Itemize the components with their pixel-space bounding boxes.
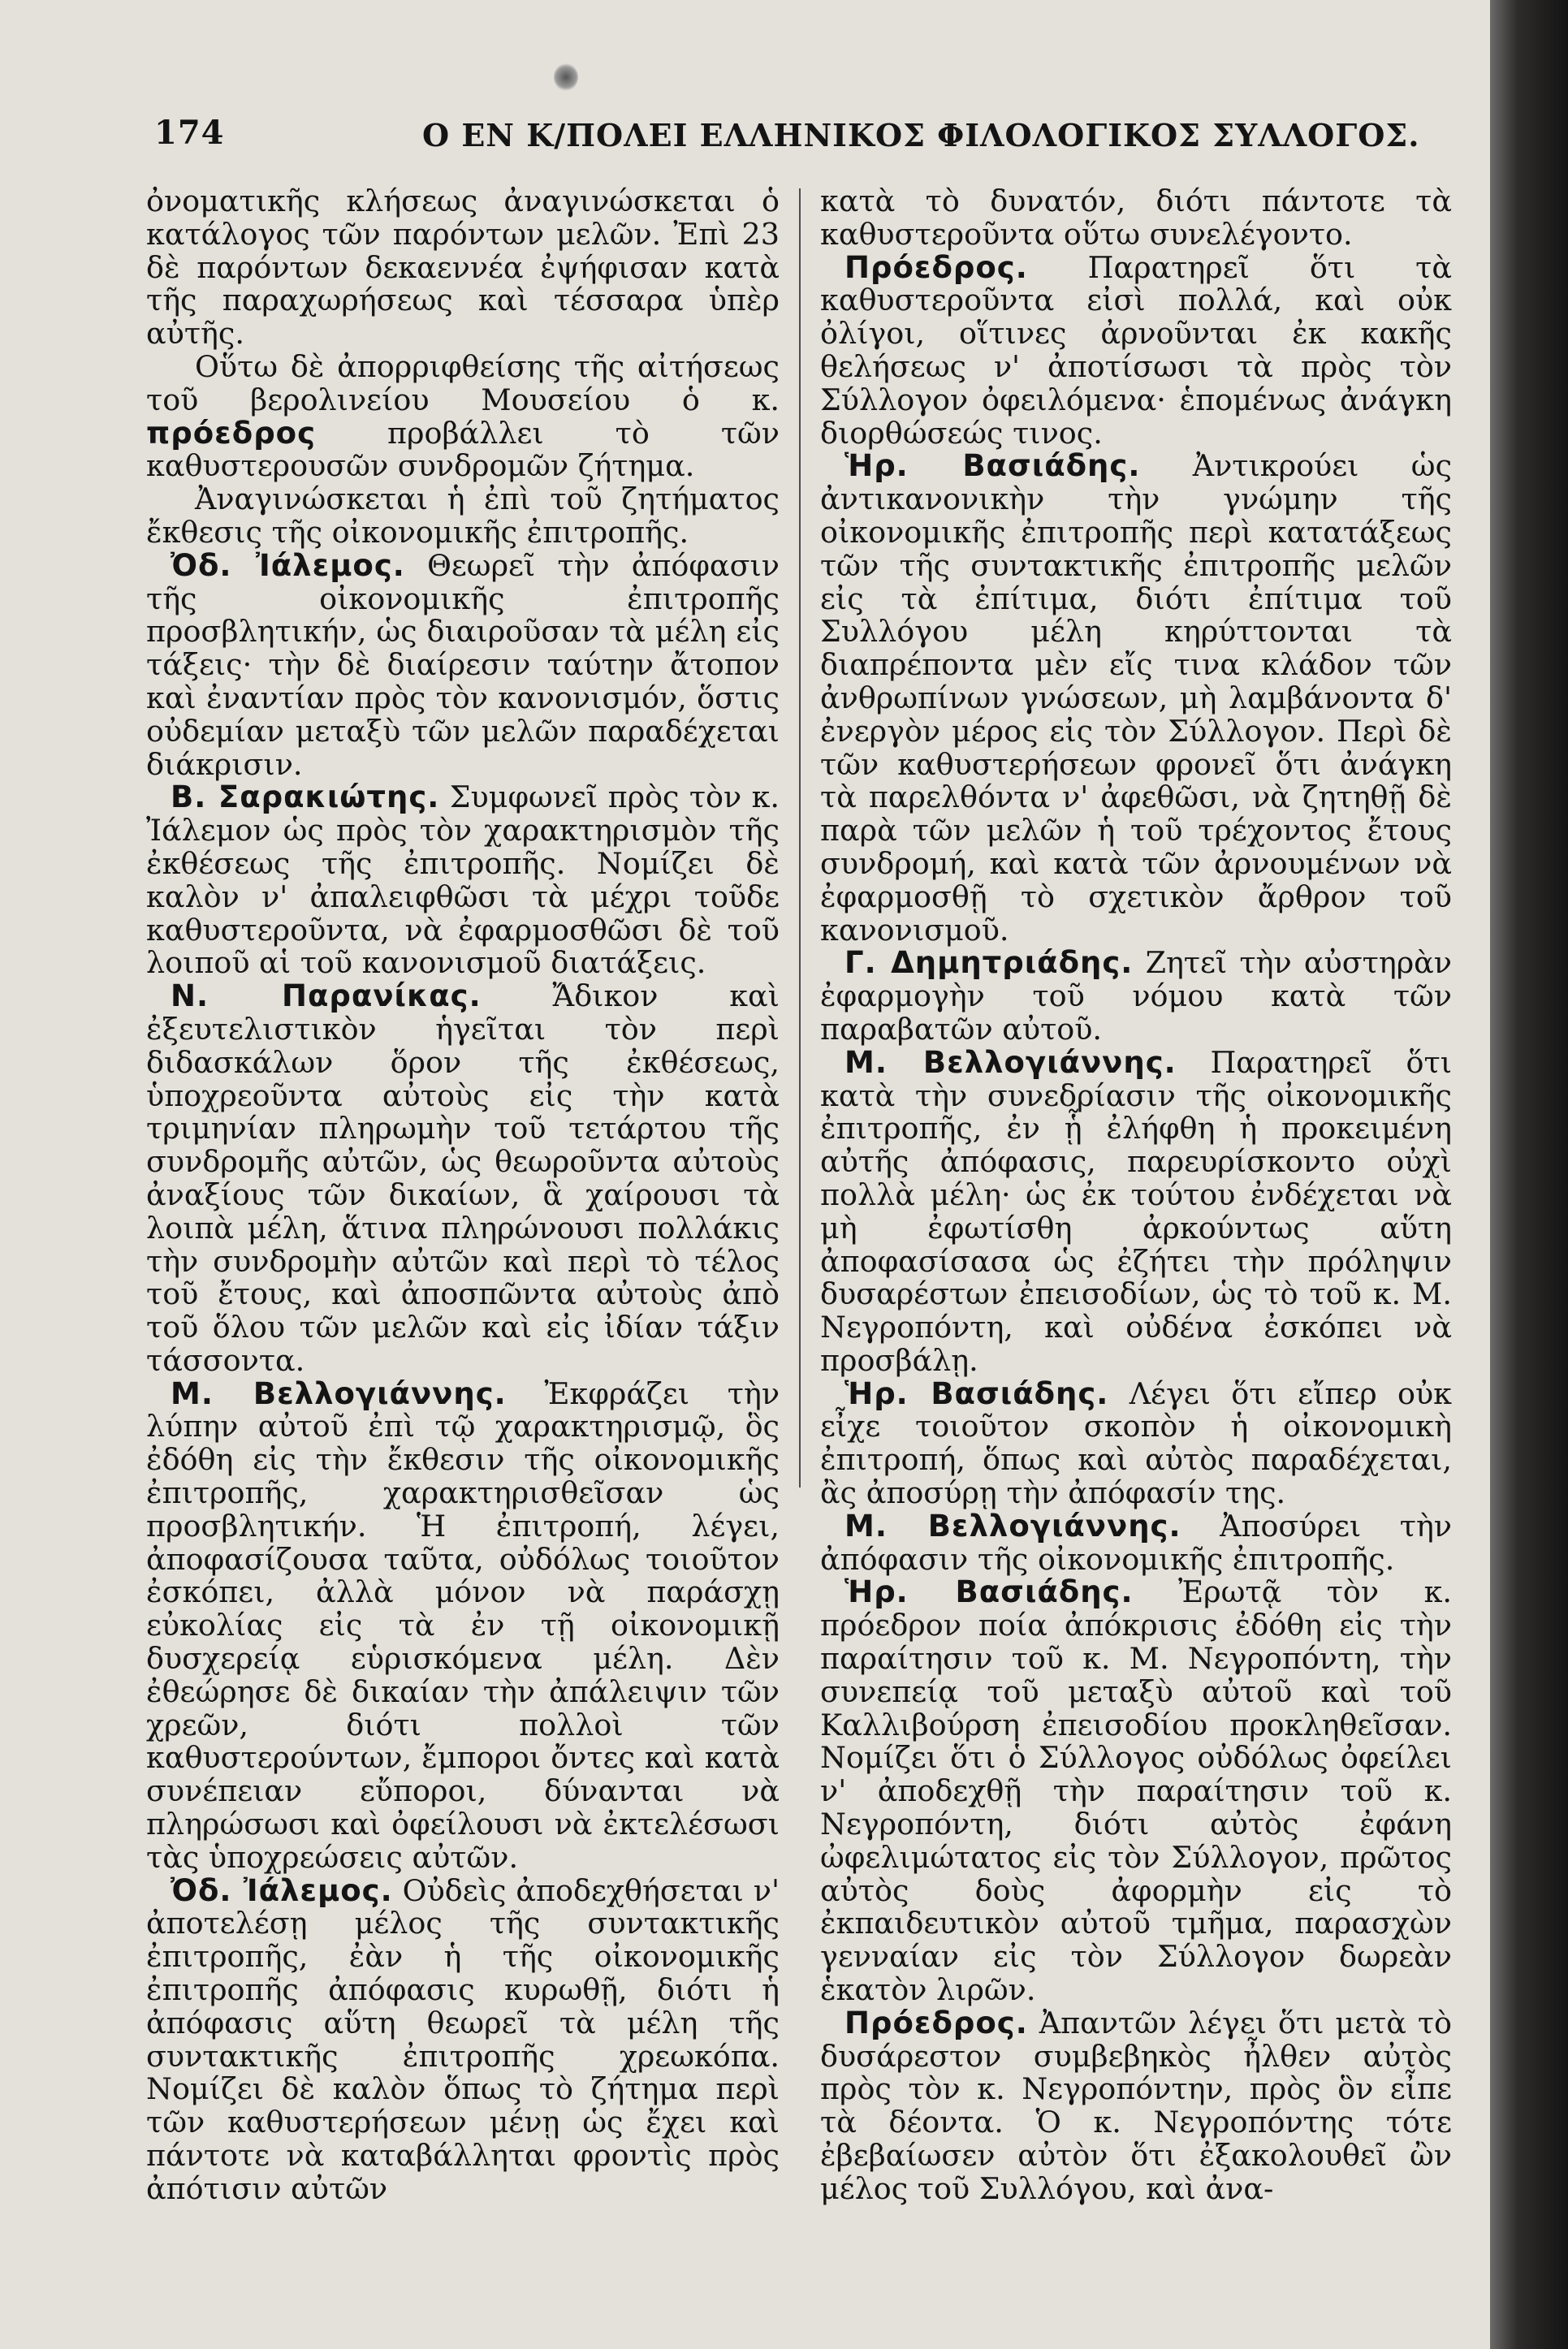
- speech: Ὀδ. Ἰάλεμος. Θεωρεῖ τὴν ἀπόφασιν τῆς οἰκονομικῆς ἐπιτροπῆς προσβλητικήν, ὡς διαιροῦσαν τὰ μέλη εἰς τάξεις· τὴν δὲ διαίρεσιν ταύτην ἄτοπον καὶ ἐναντίαν πρὸς τὸν κανονισμόν, ὅστις οὐδεμίαν μεταξὺ τῶν μελῶν παραδέχεται διάκρισιν.: [146, 547, 780, 782]
- speech: Πρόεδρος. Παρατηρεῖ ὅτι τὰ καθυστεροῦντα εἰσὶ πολλά, καὶ οὐκ ὀλίγοι, οἵτινες ἀρνοῦνται ἐκ κακῆς θελήσεως ν' ἀποτίσωσι τὰ πρὸς τὸν Σύλλογον ὀφειλόμενα· ἑπομένως ἀνάγκη διορθώσεώς τινος.: [820, 249, 1452, 451]
- speaker-name: Μ. Βελλογιάννης.: [844, 1508, 1181, 1544]
- paragraph: Ἀναγινώσκεται ἡ ἐπὶ τοῦ ζητήματος ἔκθεσις τῆς οἰκονομικῆς ἐπιτροπῆς.: [146, 481, 780, 550]
- speech: Μ. Βελλογιάννης. Ἐκφράζει τὴν λύπην αὐτοῦ ἐπὶ τῷ χαρακτηρισμῷ, ὃς ἐδόθη εἰς τὴν ἔκθεσιν τῆς οἰκονομικῆς ἐπιτροπῆς, χαρακτηρισθεῖσαν ὡς προσβλητικήν. Ἡ ἐπιτροπή, λέγει, ἀποφασίζουσα ταῦτα, οὐδόλως τοιοῦτον ἐσκόπει, ἀλλὰ μόνον νὰ παράσχῃ εὐκολίας εἰς τὰ ἐν τῇ οἰκονομικῇ δυσχερείᾳ εὑρισκόμενα μέλη. Δὲν ἐθεώρησε δὲ δικαίαν τὴν ἀπάλειψιν τῶν χρεῶν, διότι πολλοὶ τῶν καθυστερούντων, ἔμποροι ὄντες καὶ κατὰ συνέπειαν εὔποροι, δύνανται νὰ πληρώσωσι καὶ ὀφείλουσι νὰ ἐκτελέσωσι τὰς ὑποχρεώσεις αὐτῶν.: [146, 1375, 780, 1875]
- speech: Ὀδ. Ἰάλεμος. Οὐδεὶς ἀποδεχθήσεται ν' ἀποτελέσῃ μέλος τῆς συντακτικῆς ἐπιτροπῆς, ἐὰν ἡ τῆς οἰκονομικῆς ἐπιτροπῆς ἀπόφασις κυρωθῇ, διότι ἡ ἀπόφασις αὕτη θεωρεῖ τὰ μέλη τῆς συντακτικῆς ἐπιτροπῆς χρεωκόπα. Νομίζει δὲ καλὸν ὅπως τὸ ζήτημα περὶ τῶν καθυστερήσεων μένῃ ὡς ἔχει καὶ πάντοτε νὰ καταβάλληται φροντὶς πρὸς ἀπότισιν αὐτῶν: [146, 1872, 780, 2206]
- ink-blot: [554, 63, 578, 91]
- speech: Γ. Δημητριάδης. Ζητεῖ τὴν αὐστηρὰν ἐφαρμογὴν τοῦ νόμου κατὰ τῶν παραβατῶν αὐτοῦ.: [820, 945, 1452, 1047]
- speech: Ἡρ. Βασιάδης. Ἐρωτᾷ τὸν κ. πρόεδρον ποία ἀπόκρισις ἐδόθη εἰς τὴν παραίτησιν τοῦ κ. Μ. Νεγροπόντη, τὴν συνεπείᾳ τοῦ μεταξὺ αὐτοῦ καὶ τοῦ Καλλιβούρση ἐπεισοδίου προκληθεῖσαν. Νομίζει ὅτι ὁ Σύλλογος οὐδόλως ὀφείλει ν' ἀποδεχθῇ τὴν παραίτησιν τοῦ κ. Νεγροπόντη, διότι αὐτὸς ἐφάνη ὠφελιμώτατος εἰς τὸν Σύλλογον, πρῶτος αὐτὸς δοὺς ἀφορμὴν εἰς τὸ ἐκπαιδευτικὸν αὐτοῦ τμῆμα, παρασχὼν γενναίαν εἰς τὸν Σύλλογον δωρεὰν ἑκατὸν λιρῶν.: [820, 1574, 1452, 2008]
- left-column: [146, 185, 780, 2206]
- speaker-name: Ἡρ. Βασιάδης.: [844, 448, 1141, 484]
- speech: Μ. Βελλογιάννης. Ἀποσύρει τὴν ἀπόφασιν τῆς οἰκονομικῆς ἐπιτροπῆς.: [820, 1508, 1452, 1577]
- speaker-name: πρόεδρος: [146, 415, 317, 451]
- paragraph: ὀνοματικῆς κλήσεως ἀναγινώσκεται ὁ κατάλογος τῶν παρόντων μελῶν. Ἐπὶ 23 δὲ παρόντων δεκαεννέα ἐψήφισαν κατὰ τῆς παραχωρήσεως καὶ τέσσαρα ὑπὲρ αὐτῆς.: [146, 184, 780, 352]
- speaker-name: Πρόεδρος.: [844, 249, 1028, 285]
- running-title: Ο ΕΝ Κ/ΠΟΛΕΙ ΕΛΛΗΝΙΚΟΣ ΦΙΛΟΛΟΓΙΚΟΣ ΣΥΛΛΟΓΟΣ.: [422, 117, 1420, 153]
- speaker-name: Μ. Βελλογιάννης.: [844, 1044, 1177, 1080]
- speech: Ἡρ. Βασιάδης. Ἀντικρούει ὡς ἀντικανονικὴν τὴν γνώμην τῆς οἰκονομικῆς ἐπιτροπῆς περὶ κατατάξεως τῶν τῆς συντακτικῆς ἐπιτροπῆς μελῶν εἰς τὰ ἐπίτιμα, διότι ἐπίτιμα τοῦ Συλλόγου μέλη κηρύττονται τὰ διαπρέποντα μὲν εἴς τινα κλάδον τῶν ἀνθρωπίνων γνώσεων, μὴ λαμβάνοντα δ' ἐνεργὸν μέρος εἰς τὸν Σύλλογον. Περὶ δὲ τῶν καθυστερήσεων φρονεῖ ὅτι ἀνάγκη τὰ παρελθόντα ν' ἀφεθῶσι, νὰ ζητηθῇ δὲ παρὰ τῶν μελῶν ἡ τοῦ τρέχοντος ἔτους συνδρομή, καὶ κατὰ τῶν ἀρνουμένων νὰ ἐφαρμοσθῇ τὸ σχετικὸν ἄρθρον τοῦ κανονισμοῦ.: [820, 448, 1453, 948]
- speaker-name: Ὀδ. Ἰάλεμος.: [171, 547, 405, 583]
- paragraph: Οὕτω δὲ ἀπορριφθείσης τῆς αἰτήσεως τοῦ βερολινείου Μουσείου ὁ κ. πρόεδρος προβάλλει τὸ τῶν καθυστερουσῶν συνδρομῶν ζήτημα.: [146, 348, 780, 484]
- page-gutter-shadow: [1490, 0, 1568, 2349]
- column-rule: [799, 188, 801, 1488]
- speech: Μ. Βελλογιάννης. Παρατηρεῖ ὅτι κατὰ τὴν συνεδρίασιν τῆς οἰκονομικῆς ἐπιτροπῆς, ἐν ᾗ ἐλήφθη ἡ προκειμένη αὐτῆς ἀπόφασις, παρευρίσκοντο οὐχὶ πολλὰ μέλη· ὡς ἐκ τούτου ἐνδέχεται νὰ μὴ ἐφωτίσθη ἀρκούντως αὕτη ἀποφασίσασα ὡς ἐζήτει τὴν πρόληψιν δυσαρέστων ἐπεισοδίων, ὡς τὸ τοῦ κ. Μ. Νεγροπόντη, καὶ οὐδένα ἐσκόπει νὰ προσβάλῃ.: [820, 1044, 1453, 1378]
- speaker-name: Πρόεδρος.: [844, 2005, 1028, 2040]
- speaker-name: Ν. Παρανίκας.: [171, 978, 482, 1014]
- speaker-name: Ὀδ. Ἰάλεμος.: [171, 1872, 393, 1908]
- speaker-name: Ἡρ. Βασιάδης.: [844, 1375, 1109, 1411]
- speaker-name: Β. Σαρακιώτης.: [171, 779, 440, 815]
- page-number: 174: [154, 114, 225, 152]
- running-head: [154, 114, 1421, 162]
- speaker-name: Ἡρ. Βασιάδης.: [844, 1574, 1134, 1610]
- speaker-name: Γ. Δημητριάδης.: [844, 945, 1134, 981]
- paragraph: κατὰ τὸ δυνατόν, διότι πάντοτε τὰ καθυστεροῦντα οὕτω συνελέγοντο.: [820, 184, 1452, 252]
- speech: Ν. Παρανίκας. Ἄδικον καὶ ἐξευτελιστικὸν ἡγεῖται τὸν περὶ διδασκάλων ὅρον τῆς ἐκθέσεως, ὑποχρεοῦντα αὐτοὺς εἰς τὴν κατὰ τριμηνίαν πληρωμὴν τοῦ τετάρτου τῆς συνδρομῆς αὐτῶν, ὡς θεωροῦντα αὐτοὺς ἀναξίους τῶν δικαίων, ἃ χαίρουσι τὰ λοιπὰ μέλη, ἅτινα πληρώνουσι πολλάκις τὴν συνδρομὴν αὐτῶν καὶ περὶ τὸ τέλος τοῦ ἔτους, καὶ ἀποσπῶντα αὐτοὺς ἀπὸ τοῦ ὅλου τῶν μελῶν καὶ εἰς ἰδίαν τάξιν τάσσοντα.: [146, 978, 780, 1378]
- speech: Πρόεδρος. Ἀπαντῶν λέγει ὅτι μετὰ τὸ δυσάρεστον συμβεβηκὸς ἦλθεν αὐτὸς πρὸς τὸν κ. Νεγροπόντην, πρὸς ὃν εἶπε τὰ δέοντα. Ὁ κ. Νεγροπόντης τότε ἐβεβαίωσεν αὐτὸν ὅτι ἐξακολουθεῖ ὢν μέλος τοῦ Συλλόγου, καὶ ἀνα-: [820, 2005, 1452, 2206]
- speech: Β. Σαρακιώτης. Συμφωνεῖ πρὸς τὸν κ. Ἰάλεμον ὡς πρὸς τὸν χαρακτηρισμὸν τῆς ἐκθέσεως τῆς ἐπιτροπῆς. Νομίζει δὲ καλὸν ν' ἀπαλειφθῶσι τὰ μέχρι τοῦδε καθυστεροῦντα, νὰ ἐφαρμοσθῶσι δὲ τοῦ λοιποῦ αἱ τοῦ κανονισμοῦ διατάξεις.: [146, 779, 780, 981]
- right-column: [820, 185, 1452, 2206]
- speech: Ἡρ. Βασιάδης. Λέγει ὅτι εἴπερ οὐκ εἶχε τοιοῦτον σκοπὸν ἡ οἰκονομικὴ ἐπιτροπή, ὅπως καὶ αὐτὸς παραδέχεται, ἂς ἀποσύρῃ τὴν ἀπόφασίν της.: [820, 1375, 1452, 1511]
- speaker-name: Μ. Βελλογιάννης.: [171, 1375, 507, 1411]
